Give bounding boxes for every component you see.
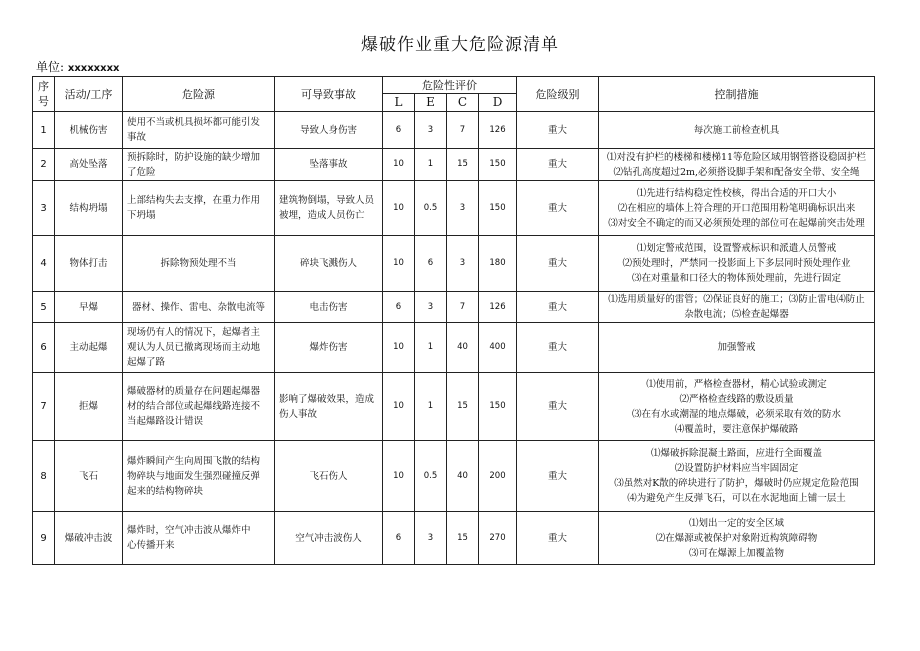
cell-hazard xyxy=(123,236,275,292)
cell-measures-line: 杂散电流；⑸检查起爆器 xyxy=(684,309,789,320)
cell-hazard-line: 材的结合部位或起爆线路连接不 xyxy=(127,401,261,412)
cell-hazard-line: 爆炸时，空气冲击波从爆炸中 xyxy=(127,525,251,536)
cell-C: 7 xyxy=(447,292,479,323)
cell-hazard-line: 观认为人员已撤离现场而主动地 xyxy=(127,342,261,353)
cell-measures-line: ⑶在有水或潮湿的地点爆破，必须采取有效的防水 xyxy=(631,408,841,420)
cell-D: 150 xyxy=(479,149,517,181)
unit-value: xxxxxxxx xyxy=(67,63,120,74)
cell-hazard-line: 预拆除时，防护设施的缺少增加 xyxy=(127,151,261,163)
cell-D: 150 xyxy=(479,373,517,441)
table-row xyxy=(33,292,875,323)
cell-activity: 飞石 xyxy=(55,441,123,512)
cell-measures-line: ⑴对没有护栏的楼梯和楼梯11等危险区域用钢管搭设稳固护栏 xyxy=(606,151,867,163)
cell-measures-line: 加强警戒 xyxy=(717,342,756,353)
cell-hazard-line: 下坍塌 xyxy=(127,210,156,221)
cell-hazard xyxy=(123,181,275,236)
cell-E: 1 xyxy=(415,323,447,373)
cell-accident-line: 碎块飞溅伤人 xyxy=(299,258,357,269)
cell-hazard-line: 当起爆路设计错误 xyxy=(127,416,204,427)
header-row-top xyxy=(33,77,875,94)
table-row xyxy=(33,512,875,565)
cell-E: 1 xyxy=(415,373,447,441)
cell-E: 0.5 xyxy=(415,441,447,512)
cell-D: 126 xyxy=(479,292,517,323)
cell-accident-line: 导致人身伤害 xyxy=(299,124,357,136)
cell-activity: 主动起爆 xyxy=(55,323,123,373)
cell-accident xyxy=(275,112,383,149)
cell-hazard-line: 了危险 xyxy=(127,166,156,178)
cell-L: 6 xyxy=(383,112,415,149)
cell-accident-line: 建筑物倒塌，导致人员 xyxy=(279,195,375,206)
cell-measures xyxy=(599,181,875,236)
cell-C: 40 xyxy=(447,441,479,512)
cell-seq: 5 xyxy=(33,292,55,323)
cell-seq: 2 xyxy=(33,149,55,181)
cell-hazard xyxy=(123,373,275,441)
document-title: 爆破作业重大危险源清单 xyxy=(361,35,559,55)
cell-accident-line: 伤人事故 xyxy=(279,408,318,420)
cell-level: 重大 xyxy=(517,292,599,323)
cell-accident xyxy=(275,181,383,236)
table-row xyxy=(33,323,875,373)
table-row xyxy=(33,181,875,236)
cell-seq: 7 xyxy=(33,373,55,441)
cell-hazard xyxy=(123,112,275,149)
cell-measures xyxy=(599,236,875,292)
cell-measures xyxy=(599,441,875,512)
cell-measures-line: ⑵严格检查线路的敷设质量 xyxy=(679,393,794,405)
cell-measures-line: ⑴爆破拆除混凝土路面，应进行全面覆盖 xyxy=(650,448,822,459)
cell-hazard-line: 拆除物预处理不当 xyxy=(160,258,237,269)
cell-measures xyxy=(599,112,875,149)
cell-hazard-line: 现场仍有人的情况下，起爆者主 xyxy=(127,327,261,338)
cell-activity: 机械伤害 xyxy=(55,112,123,149)
cell-activity: 结构坍塌 xyxy=(55,181,123,236)
table-body xyxy=(33,112,875,565)
cell-L: 6 xyxy=(383,292,415,323)
cell-activity: 拒爆 xyxy=(55,373,123,441)
cell-hazard xyxy=(123,512,275,565)
cell-C: 7 xyxy=(447,112,479,149)
cell-E: 3 xyxy=(415,112,447,149)
header-seq: 序号 xyxy=(33,77,55,112)
cell-measures xyxy=(599,373,875,441)
cell-hazard-line: 起爆了路 xyxy=(127,357,166,368)
cell-seq: 4 xyxy=(33,236,55,292)
cell-hazard-line: 使用不当或机具损坏都可能引发 xyxy=(127,117,261,128)
cell-C: 15 xyxy=(447,149,479,181)
header-C: C xyxy=(447,94,479,112)
cell-L: 10 xyxy=(383,149,415,181)
cell-hazard-line: 物碎块与地面发生强烈碰撞反弹 xyxy=(127,470,261,482)
cell-D: 200 xyxy=(479,441,517,512)
header-E: E xyxy=(415,94,447,112)
header-level: 危险级别 xyxy=(517,77,599,112)
cell-accident-line: 空气冲击波伤人 xyxy=(295,532,362,544)
cell-accident xyxy=(275,292,383,323)
cell-level: 重大 xyxy=(517,323,599,373)
cell-seq: 1 xyxy=(33,112,55,149)
cell-measures-line: ⑶可在爆源上加覆盖物 xyxy=(688,547,784,559)
cell-measures-line: ⑶虽然对K散的碎块进行了防护，爆破时仍应规定危险范围 xyxy=(614,478,859,489)
cell-measures-line: ⑵在爆源或被保护对象附近构筑障碍物 xyxy=(655,532,818,544)
unit-label: 单位: xyxy=(36,60,65,74)
cell-seq: 6 xyxy=(33,323,55,373)
cell-hazard xyxy=(123,292,275,323)
cell-hazard xyxy=(123,149,275,181)
cell-measures-line: ⑴先进行结构稳定性校核，得出合适的开口大小 xyxy=(636,187,837,199)
cell-hazard xyxy=(123,323,275,373)
cell-measures-line: ⑵钻孔高度超过2m,必须搭设脚手架和配备安全带、安全绳 xyxy=(613,166,860,178)
cell-E: 1 xyxy=(415,149,447,181)
table-row xyxy=(33,149,875,181)
cell-hazard xyxy=(123,441,275,512)
header-L: L xyxy=(383,94,415,112)
cell-seq: 3 xyxy=(33,181,55,236)
cell-C: 40 xyxy=(447,323,479,373)
header-D: D xyxy=(479,94,517,112)
cell-accident xyxy=(275,149,383,181)
cell-level: 重大 xyxy=(517,236,599,292)
cell-accident-line: 被埋，造成人员伤亡 xyxy=(279,210,365,221)
cell-hazard-line: 心传播开来 xyxy=(127,540,175,551)
cell-C: 15 xyxy=(447,373,479,441)
cell-measures-line: ⑴划定警戒范围，设置警戒标识和派遣人员警戒 xyxy=(636,243,837,254)
cell-level: 重大 xyxy=(517,149,599,181)
cell-accident xyxy=(275,512,383,565)
cell-measures-line: ⑷覆盖时，要注意保护爆破路 xyxy=(674,423,799,435)
cell-activity: 早爆 xyxy=(55,292,123,323)
cell-level: 重大 xyxy=(517,373,599,441)
cell-hazard-line: 事故 xyxy=(127,132,147,143)
cell-accident xyxy=(275,441,383,512)
cell-E: 0.5 xyxy=(415,181,447,236)
cell-accident-line: 飞石伤人 xyxy=(309,470,348,482)
cell-L: 10 xyxy=(383,181,415,236)
cell-measures xyxy=(599,512,875,565)
cell-level: 重大 xyxy=(517,112,599,149)
header-hazard: 危险源 xyxy=(123,77,275,112)
cell-measures-line: ⑵设置防护材料应当牢固固定 xyxy=(674,463,799,474)
cell-accident xyxy=(275,323,383,373)
cell-measures-line: ⑴使用前，严格检查器材，精心试验或测定 xyxy=(646,378,827,390)
cell-level: 重大 xyxy=(517,441,599,512)
table-row xyxy=(33,373,875,441)
header-accident: 可导致事故 xyxy=(275,77,383,112)
cell-E: 3 xyxy=(415,292,447,323)
cell-hazard-line: 起来的结构物碎块 xyxy=(127,485,204,497)
cell-D: 270 xyxy=(479,512,517,565)
cell-activity: 爆破冲击波 xyxy=(55,512,123,565)
cell-L: 10 xyxy=(383,373,415,441)
cell-C: 15 xyxy=(447,512,479,565)
cell-hazard-line: 器材、操作、雷电、杂散电流等 xyxy=(131,301,265,313)
cell-measures-line: 每次施工前检查机具 xyxy=(693,124,780,136)
cell-measures-line: ⑵预处理时，严禁同一投影面上下多层同时预处理作业 xyxy=(622,258,851,269)
header-evaluation: 危险性评价 xyxy=(383,77,517,94)
hazard-table xyxy=(32,76,875,565)
cell-activity: 高处坠落 xyxy=(55,149,123,181)
cell-level: 重大 xyxy=(517,181,599,236)
cell-measures-line: ⑵在相应的墙体上符合理的开口范围用粉笔明确标识出来 xyxy=(617,202,856,214)
cell-measures-line: ⑶在对重量和口径大的物体预处理前，先进行固定 xyxy=(631,273,841,284)
cell-seq: 8 xyxy=(33,441,55,512)
cell-measures-line: ⑴选用质量好的雷管；⑵保证良好的施工；⑶防止雷电⑷防止 xyxy=(608,294,865,305)
cell-measures xyxy=(599,149,875,181)
table-row xyxy=(33,236,875,292)
cell-D: 126 xyxy=(479,112,517,149)
cell-D: 400 xyxy=(479,323,517,373)
header-measures: 控制措施 xyxy=(599,77,875,112)
header-activity: 活动/工序 xyxy=(55,77,123,112)
cell-measures xyxy=(599,323,875,373)
cell-measures-line: ⑷为避免产生反弹飞石，可以在水泥地面上铺一层土 xyxy=(627,493,846,504)
table-row xyxy=(33,112,875,149)
unit-line xyxy=(36,58,119,75)
cell-accident-line: 影响了爆破效果，造成 xyxy=(279,393,375,405)
cell-accident xyxy=(275,373,383,441)
cell-accident-line: 坠落事故 xyxy=(309,159,348,170)
cell-accident-line: 爆炸伤害 xyxy=(309,342,348,353)
cell-hazard-line: 上部结构失去支撑，在重力作用 xyxy=(127,195,261,206)
cell-L: 10 xyxy=(383,323,415,373)
cell-hazard-line: 爆炸瞬间产生向周围飞散的结构 xyxy=(127,455,261,467)
cell-L: 10 xyxy=(383,236,415,292)
table-row xyxy=(33,441,875,512)
cell-accident xyxy=(275,236,383,292)
cell-accident-line: 电击伤害 xyxy=(309,301,348,313)
cell-E: 6 xyxy=(415,236,447,292)
cell-E: 3 xyxy=(415,512,447,565)
cell-D: 180 xyxy=(479,236,517,292)
cell-D: 150 xyxy=(479,181,517,236)
cell-hazard-line: 爆破器材的质量存在问题起爆器 xyxy=(127,386,261,397)
cell-activity: 物体打击 xyxy=(55,236,123,292)
cell-measures-line: ⑶对安全不确定的而又必须预处理的部位可在起爆前突击处理 xyxy=(608,217,865,229)
cell-seq: 9 xyxy=(33,512,55,565)
cell-L: 10 xyxy=(383,441,415,512)
cell-measures xyxy=(599,292,875,323)
cell-C: 3 xyxy=(447,236,479,292)
cell-level: 重大 xyxy=(517,512,599,565)
cell-C: 3 xyxy=(447,181,479,236)
cell-measures-line: ⑴划出一定的安全区域 xyxy=(688,517,784,529)
cell-L: 6 xyxy=(383,512,415,565)
